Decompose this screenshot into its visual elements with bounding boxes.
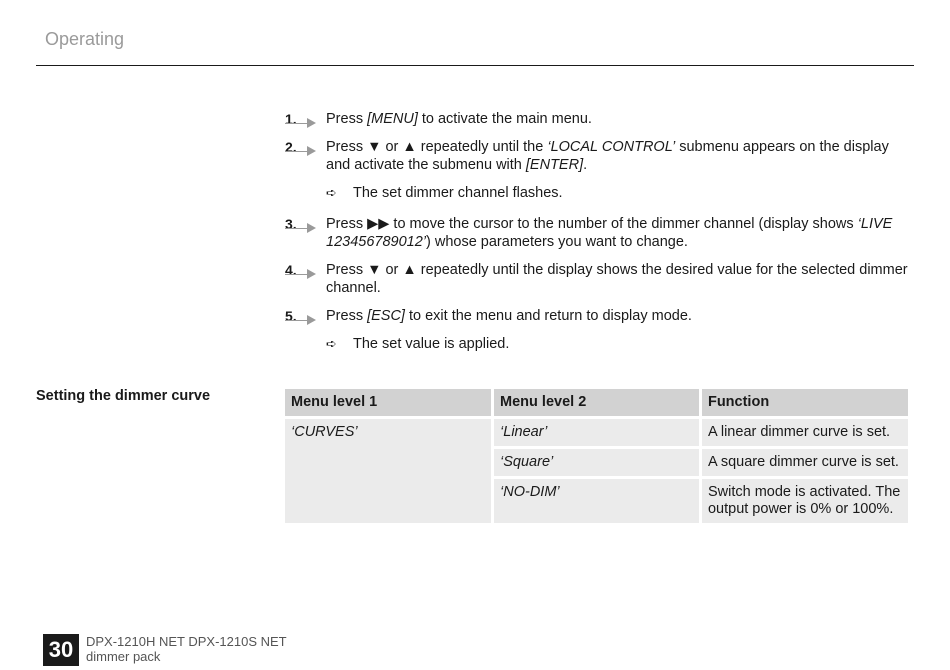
key-menu: [MENU] [367,111,418,127]
submenu-name: ‘LOCAL CONTROL’ [547,139,676,155]
column-header: Menu level 1 [285,389,491,416]
function-cell: A square dimmer curve is set. [702,449,908,476]
menu-level2-cell: ‘Square’ [494,449,699,476]
result-1: ➪ The set dimmer channel flashes. [326,185,563,201]
step-number: 4. [285,261,319,279]
menu-table [282,386,911,526]
result-arrow-icon: ➪ [326,185,337,200]
step-number: 5. [285,307,319,325]
header-title: Operating [45,29,125,49]
function-cell: A linear dimmer curve is set. [702,419,908,446]
step-number: 2. [285,138,319,156]
menu-level1-cell: ‘CURVES’ [285,419,491,523]
result-2: ➪ The set value is applied. [326,336,510,352]
step-4: 4. Press ▼ or ▲ repeatedly until the display shows the desired value for the selected dimmer channel. [285,262,908,296]
product-name: DPX-1210H NET DPX-1210S NET [86,634,287,649]
step-arrow-icon [285,228,311,229]
step-2: 2. Press ▼ or ▲ repeatedly until the ‘LOCAL CONTROL’ submenu appears on the display and activate the submenu with [ENTER]. [285,139,889,173]
display-text: ‘LIVE 123456789012’ [326,216,893,250]
page-number: 30 [43,634,79,666]
table-header-row [285,389,908,416]
key-esc: [ESC] [367,308,405,324]
step-1: 1. Press [MENU] to activate the main menu. [285,111,592,127]
table-row [285,419,908,446]
step-arrow-icon [285,151,311,152]
header-divider [36,65,914,66]
result-arrow-icon: ➪ [326,336,337,351]
menu-level2-cell: ‘NO-DIM’ [494,479,699,523]
column-header: Function [702,389,908,416]
column-header: Menu level 2 [494,389,699,416]
step-number: 1. [285,110,319,128]
product-subtitle: dimmer pack [86,649,161,664]
step-arrow-icon [285,274,311,275]
step-arrow-icon [285,320,311,321]
step-5: 5. Press [ESC] to exit the menu and return to display mode. [285,308,692,324]
menu-level2-cell: ‘Linear’ [494,419,699,446]
step-arrow-icon [285,123,311,124]
step-3: 3. Press ▶▶ to move the cursor to the number of the dimmer channel (display shows ‘LIVE 123456789012’) whose parameters you want to change. [285,216,893,250]
instruction-steps [285,110,915,353]
section-heading: Setting the dimmer curve [36,388,211,404]
function-cell: Switch mode is activated. The output power is 0% or 100%. [702,479,908,523]
step-number: 3. [285,215,319,233]
key-enter: [ENTER] [525,157,584,173]
